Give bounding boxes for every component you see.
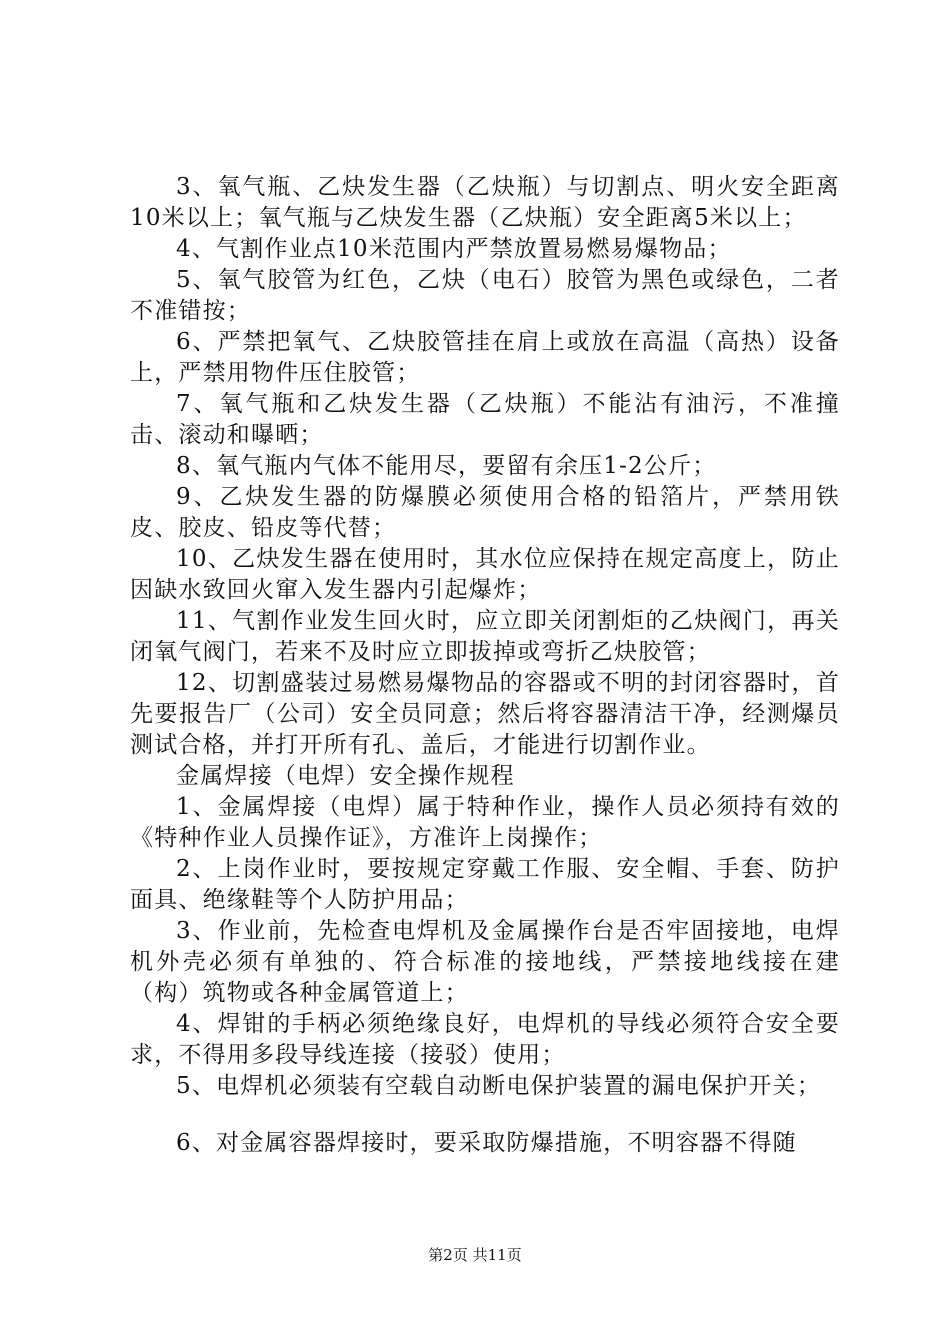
welding-item-5: 5、电焊机必须装有空载自动断电保护装置的漏电保护开关； (176, 1073, 822, 1099)
paragraph-item-11: 11、气割作业发生回火时，应立即关闭割炬的乙炔阀门，再关闭氧气阀门，若来不及时应立即拔掉或弯折乙炔胶管； (130, 608, 840, 665)
document-body (130, 172, 840, 1159)
paragraph-item-4: 4、气割作业点10米范围内严禁放置易燃易爆物品； (176, 236, 732, 262)
welding-item-2: 2、上岗作业时，要按规定穿戴工作服、安全帽、手套、防护面具、绝缘鞋等个人防护用品； (130, 856, 840, 913)
section-heading: 金属焊接（电焊）安全操作规程 (176, 763, 515, 789)
paragraph-item-9: 9、乙炔发生器的防爆膜必须使用合格的铅箔片，严禁用铁皮、胶皮、铅皮等代替； (130, 484, 840, 541)
welding-item-6: 6、对金属容器焊接时，要采取防爆措施，不明容器不得随 (176, 1130, 797, 1156)
paragraph-item-10: 10、乙炔发生器在使用时，其水位应保持在规定高度上，防止因缺水致回火窜入发生器内引起爆炸； (130, 546, 840, 603)
welding-item-3: 3、作业前，先检查电焊机及金属操作台是否牢固接地，电焊机外壳必须有单独的、符合标准的接地线，严禁接地线接在建（构）筑物或各种金属管道上； (130, 918, 840, 1006)
welding-item-4: 4、焊钳的手柄必须绝缘良好，电焊机的导线必须符合安全要求，不得用多段导线连接（接驳）使用； (130, 1011, 840, 1068)
page-footer: 第2页 共11页 (428, 1246, 522, 1264)
paragraph-item-5: 5、氧气胶管为红色，乙炔（电石）胶管为黑色或绿色，二者不准错按； (130, 267, 840, 324)
paragraph-item-12: 12、切割盛装过易燃易爆物品的容器或不明的封闭容器时，首先要报告厂（公司）安全员同意；然后将容器清洁干净，经测爆员测试合格，并打开所有孔、盖后，才能进行切割作业。 (130, 670, 840, 758)
paragraph-item-3: 3、氧气瓶、乙炔发生器（乙炔瓶）与切割点、明火安全距离10米以上；氧气瓶与乙炔发生器（乙炔瓶）安全距离5米以上； (130, 174, 840, 231)
paragraph-item-6: 6、严禁把氧气、乙炔胶管挂在肩上或放在高温（高热）设备上，严禁用物件压住胶管； (130, 329, 840, 386)
paragraph-item-8: 8、氧气瓶内气体不能用尽，要留有余压1-2公斤； (176, 453, 717, 479)
paragraph-item-7: 7、氧气瓶和乙炔发生器（乙炔瓶）不能沾有油污，不准撞击、滚动和曝晒； (130, 391, 840, 448)
welding-item-1: 1、金属焊接（电焊）属于特种作业，操作人员必须持有效的《特种作业人员操作证》，方准许上岗操作； (130, 794, 840, 851)
